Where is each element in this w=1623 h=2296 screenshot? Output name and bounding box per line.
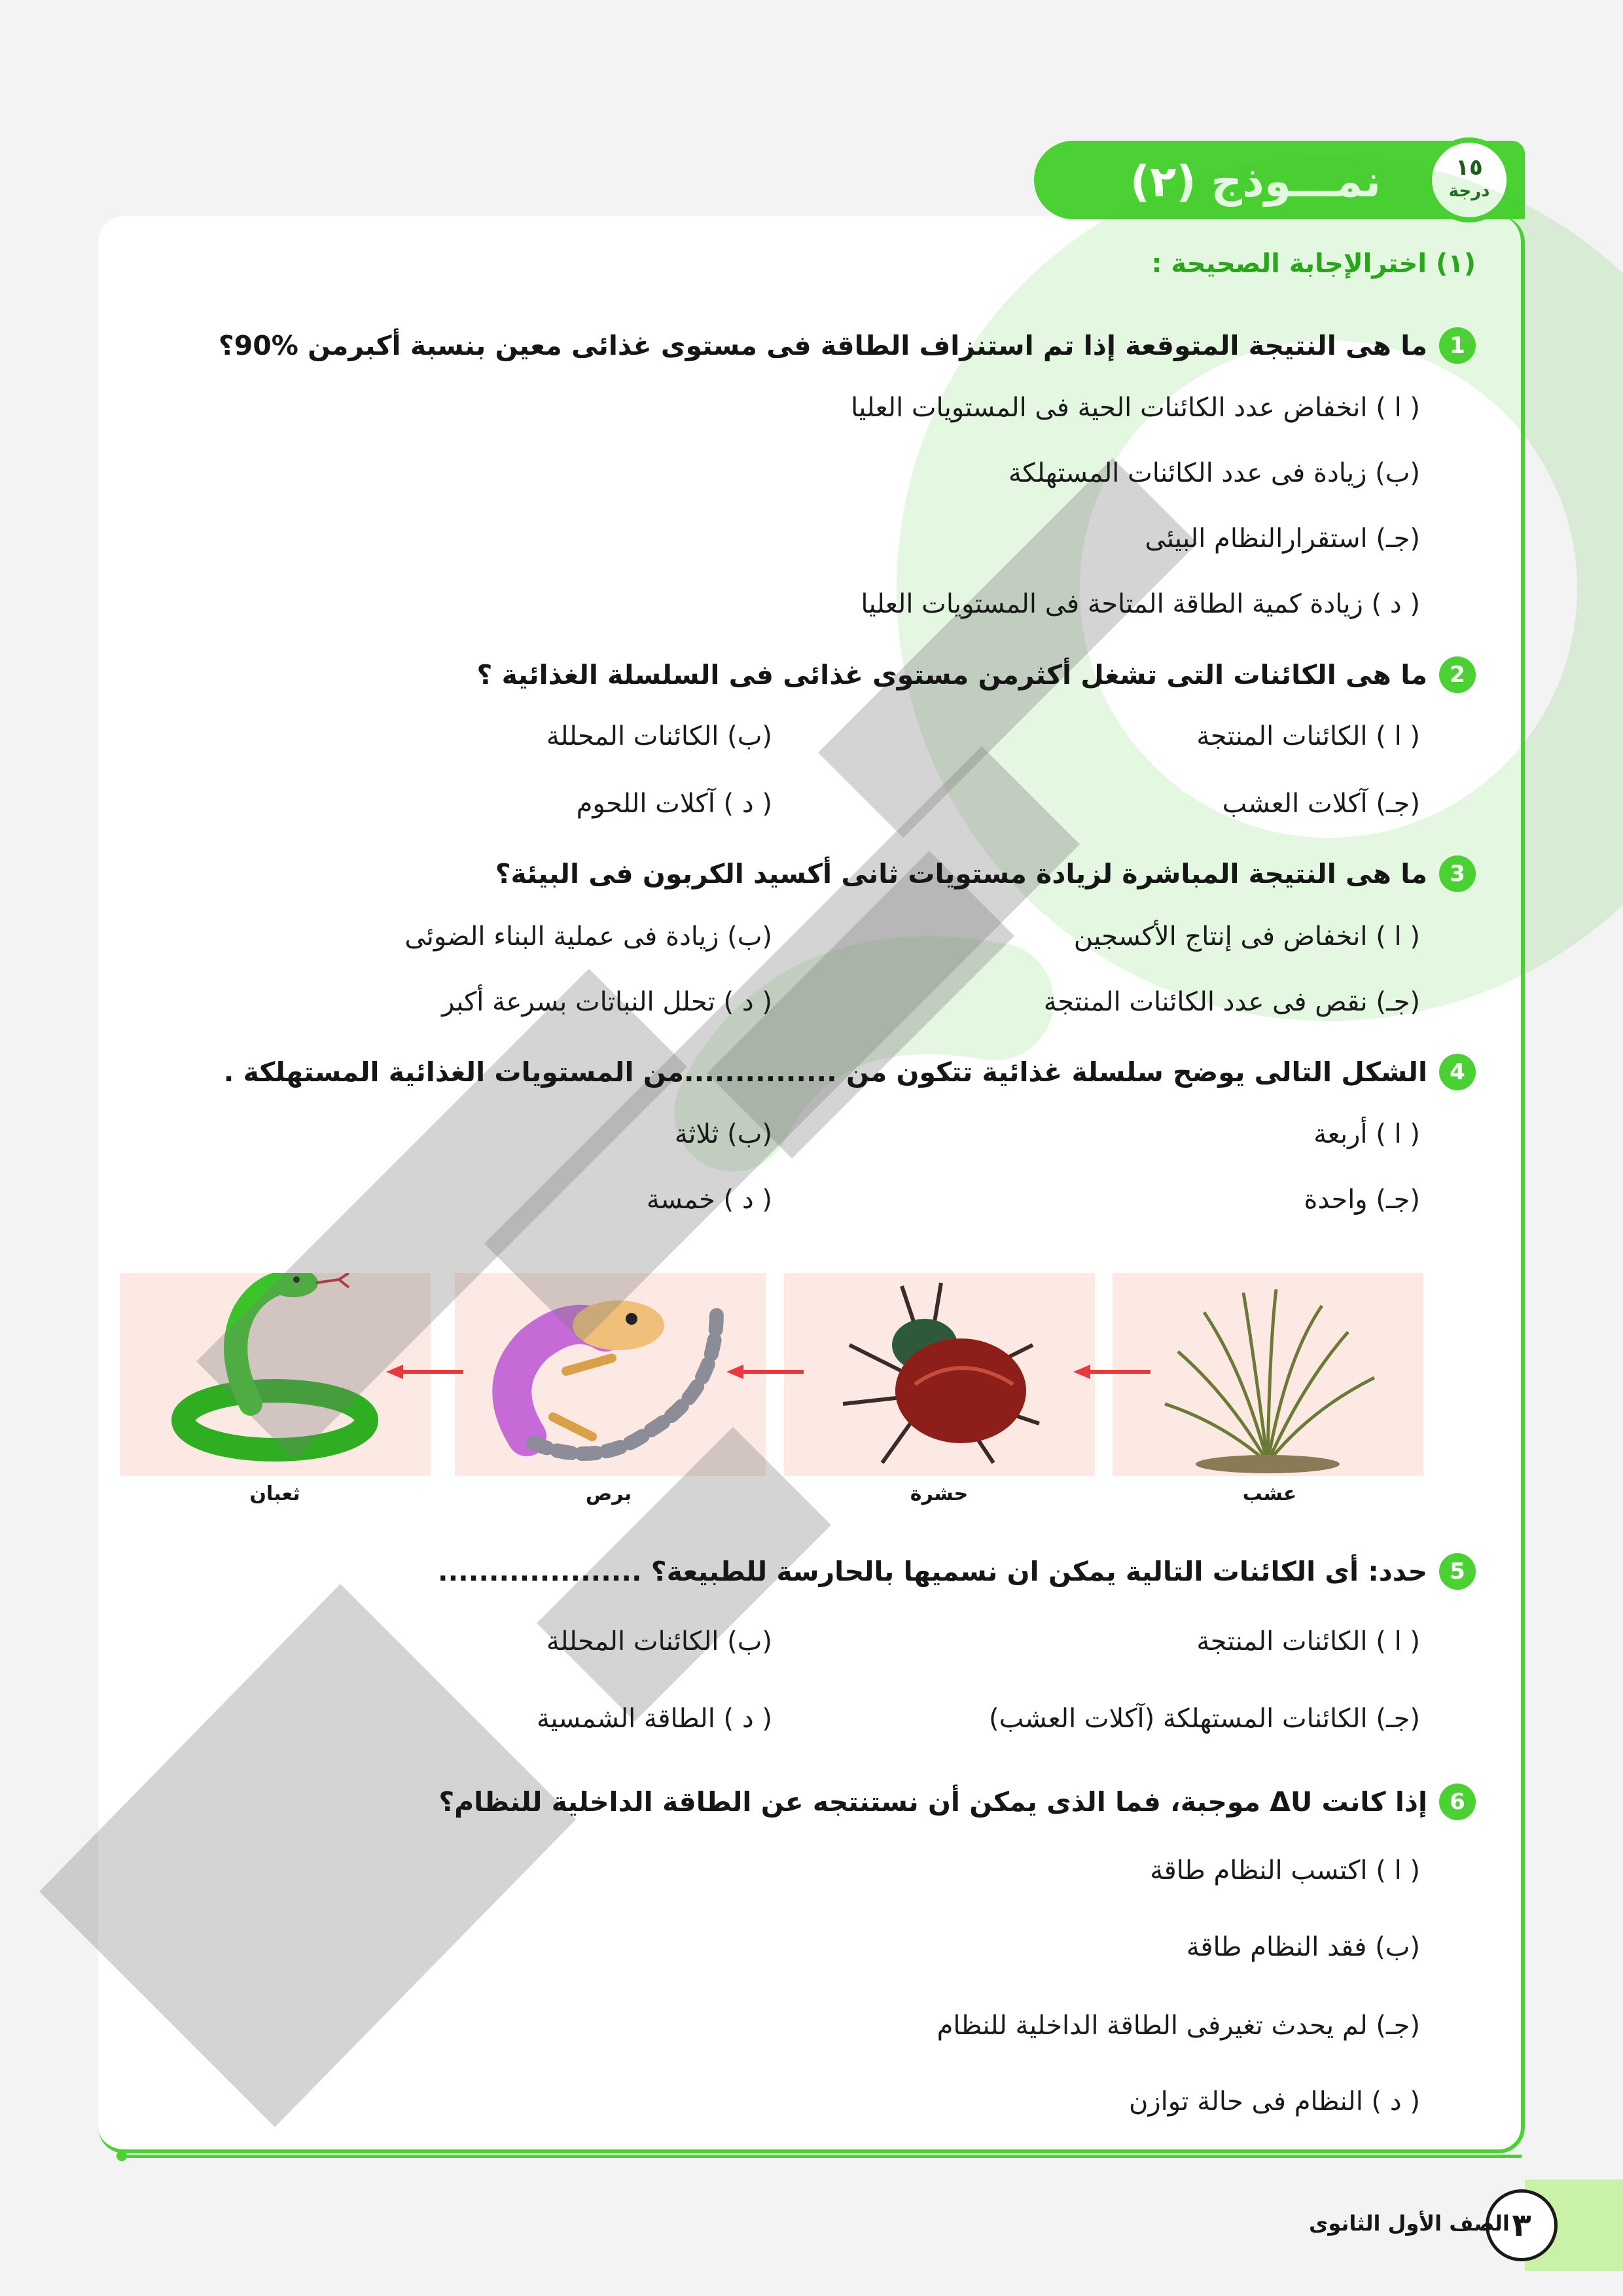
option-d[interactable]: ( د ) النظام فى حالة توازن <box>1128 2087 1420 2117</box>
question-1 <box>219 327 1476 364</box>
option-b[interactable]: (ب) ثلاثة <box>674 1119 772 1149</box>
page-number: ٣ <box>1486 2189 1558 2261</box>
option-b[interactable]: (ب) الكائنات المحللة <box>546 721 772 751</box>
question-number: 1 <box>1439 327 1476 364</box>
question-3 <box>495 855 1476 892</box>
question-number: 5 <box>1439 1553 1476 1590</box>
option-d[interactable]: ( د ) خمسة <box>646 1185 772 1215</box>
option-c[interactable]: (جـ) استقرارالنظام البيئى <box>1145 524 1420 554</box>
beetle-icon <box>784 1273 1095 1476</box>
food-chain-box-snake <box>120 1273 431 1476</box>
question-text: ما هى النتيجة المتوقعة إذا تم استنزاف الطاقة فى مستوى غذائى معين بنسبة أكبرمن %90؟ <box>218 330 1427 361</box>
question-number: 3 <box>1439 855 1476 892</box>
page-title: نمـــوذج (٢) <box>1130 156 1381 207</box>
arrow-left-icon <box>1073 1365 1152 1379</box>
option-d[interactable]: ( د ) آكلات اللحوم <box>576 789 772 819</box>
question-text: الشكل التالى يوضح سلسلة غذائية تتكون من ...............من المستويات الغذائية المستهلكة . <box>223 1056 1427 1088</box>
option-b[interactable]: (ب) الكائنات المحللة <box>546 1626 772 1657</box>
question-number: 2 <box>1439 656 1476 693</box>
bottom-divider <box>121 2155 1522 2158</box>
option-a[interactable]: ( ا ) الكائنات المنتجة <box>1196 721 1420 751</box>
question-2 <box>477 656 1476 693</box>
snake-icon <box>120 1273 431 1476</box>
question-text: إذا كانت ΔU موجبة، فما الذى يمكن أن نستنتجه عن الطاقة الداخلية للنظام؟ <box>438 1786 1427 1818</box>
food-chain-box-grass <box>1113 1273 1423 1476</box>
score-badge <box>1427 137 1512 223</box>
option-c[interactable]: (جـ) نقص فى عدد الكائنات المنتجة <box>1043 987 1420 1017</box>
score-unit: درجة <box>1448 181 1490 201</box>
option-c[interactable]: (جـ) آكلات العشب <box>1222 789 1420 819</box>
question-4 <box>224 1054 1476 1090</box>
question-5 <box>438 1553 1476 1590</box>
bottom-divider-dot <box>116 2151 127 2161</box>
question-text: حدد: أى الكائنات التالية يمكن ان نسميها بالحارسة للطبيعة؟ .................... <box>438 1556 1427 1587</box>
option-b[interactable]: (ب) زيادة فى عدد الكائنات المستهلكة <box>1008 458 1420 488</box>
arrow-left-icon <box>726 1365 805 1379</box>
section-title: (١) اخترالإجابة الصحيحة : <box>1151 249 1476 279</box>
option-a[interactable]: ( ا ) أربعة <box>1313 1119 1420 1149</box>
option-d[interactable]: ( د ) تحلل النباتات بسرعة أكبر <box>442 987 772 1017</box>
option-b[interactable]: (ب) زيادة فى عملية البناء الضوئى <box>404 922 772 952</box>
option-a[interactable]: ( ا ) اكتسب النظام طاقة <box>1150 1856 1420 1886</box>
option-d[interactable]: ( د ) زيادة كمية الطاقة المتاحة فى المستويات العليا <box>861 589 1420 619</box>
option-b[interactable]: (ب) فقد النظام طاقة <box>1186 1932 1420 1962</box>
option-a[interactable]: ( ا ) انخفاض فى إنتاج الأكسجين <box>1073 922 1420 952</box>
question-number: 6 <box>1439 1784 1476 1820</box>
question-number: 4 <box>1439 1054 1476 1090</box>
grade-label: الصف الأول الثانوى <box>1309 2211 1510 2236</box>
food-chain-box-gecko <box>455 1273 766 1476</box>
label-grass: عشب <box>1242 1482 1297 1505</box>
label-snake: ثعبان <box>249 1482 300 1505</box>
question-6 <box>438 1784 1476 1820</box>
food-chain-box-insect <box>784 1273 1095 1476</box>
score-number: ١٥ <box>1455 154 1483 181</box>
question-text: ما هى الكائنات التى تشغل أكثرمن مستوى غذائى فى السلسلة الغذائية ؟ <box>476 659 1427 691</box>
label-gecko: برص <box>585 1482 632 1505</box>
question-text: ما هى النتيجة المباشرة لزيادة مستويات ثانى أكسيد الكربون فى البيئة؟ <box>495 858 1427 889</box>
option-c[interactable]: (جـ) واحدة <box>1304 1185 1420 1215</box>
option-c[interactable]: (جـ) الكائنات المستهلكة (آكلات العشب) <box>989 1704 1420 1734</box>
arrow-left-icon <box>386 1365 465 1379</box>
gecko-icon <box>455 1273 766 1476</box>
label-insect: حشرة <box>910 1482 969 1505</box>
option-a[interactable]: ( ا ) الكائنات المنتجة <box>1196 1626 1420 1657</box>
option-c[interactable]: (جـ) لم يحدث تغيرفى الطاقة الداخلية للنظام <box>936 2011 1420 2041</box>
grass-icon <box>1113 1273 1423 1476</box>
option-d[interactable]: ( د ) الطاقة الشمسية <box>536 1704 772 1734</box>
option-a[interactable]: ( ا ) انخفاض عدد الكائنات الحية فى المستويات العليا <box>851 393 1420 423</box>
